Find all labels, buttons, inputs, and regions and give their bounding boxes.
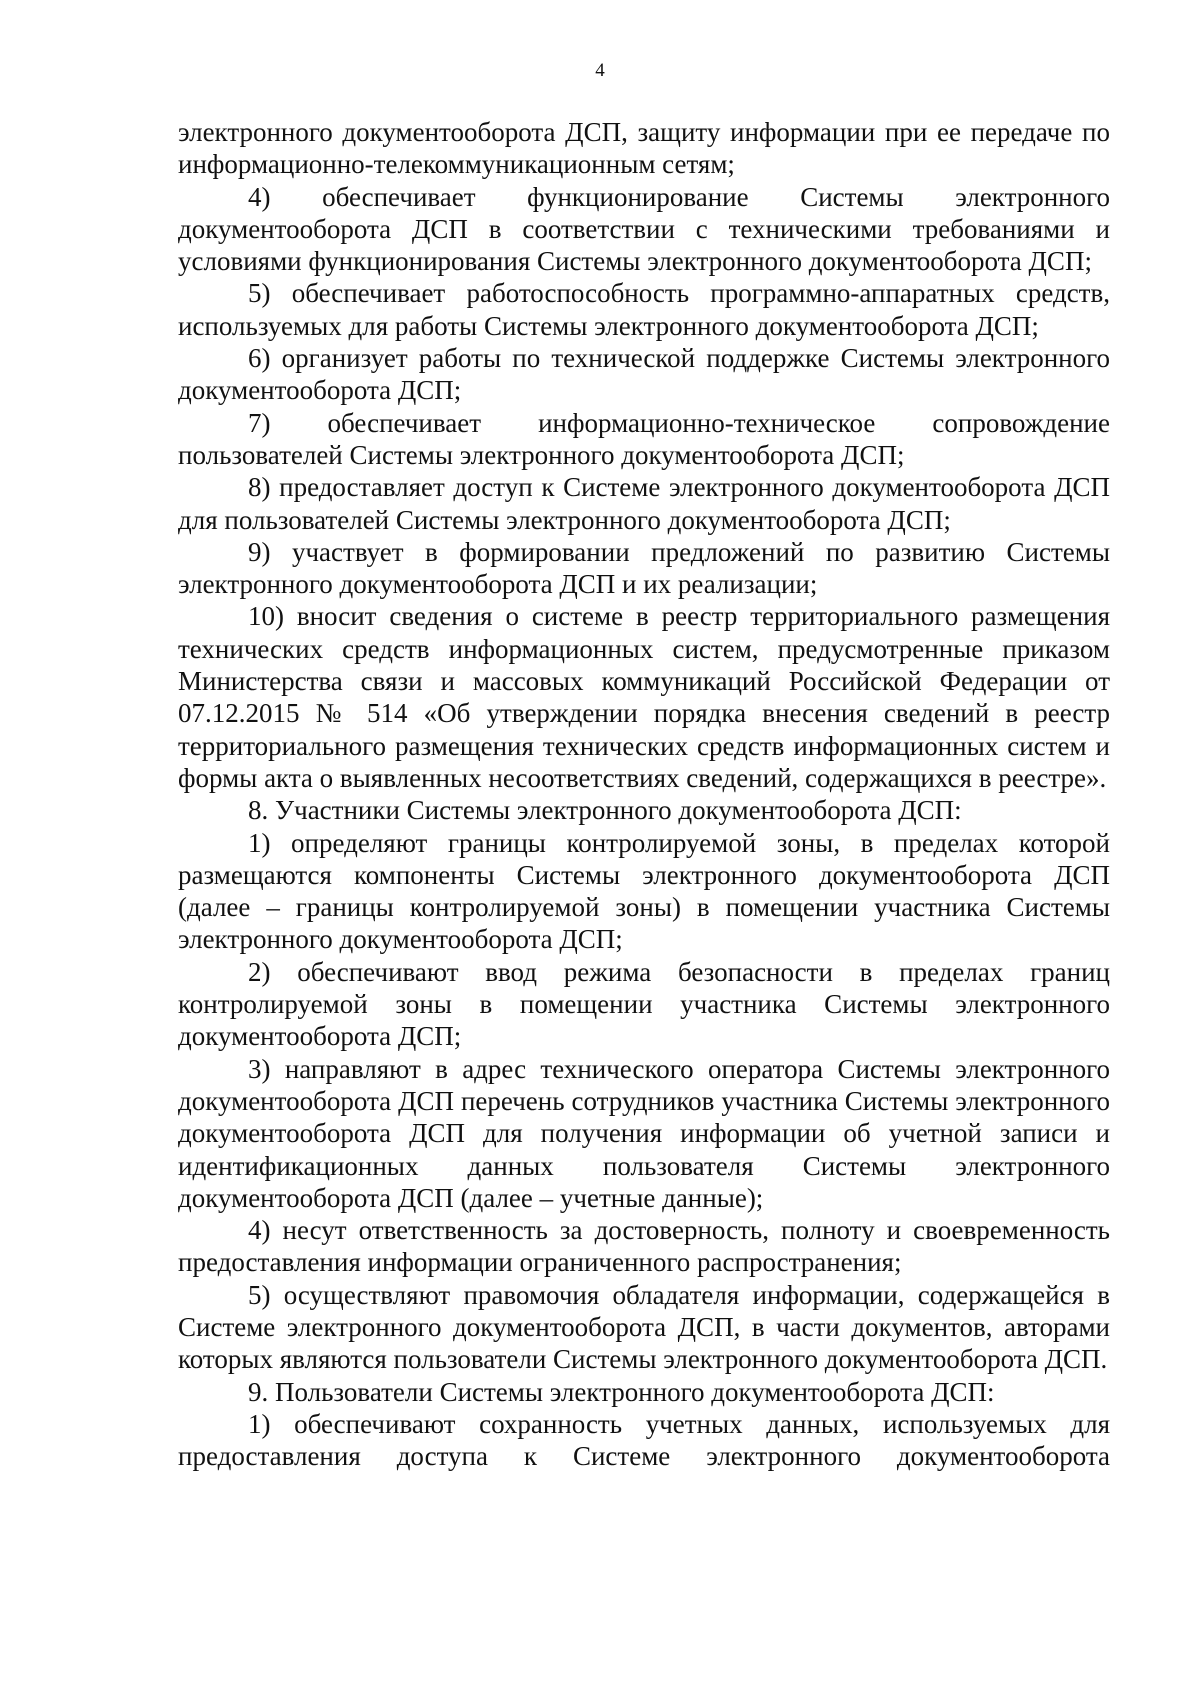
list-item-6: 6) организует работы по технической поддержке Системы электронного документооборота ДСП; (178, 343, 1110, 406)
section-8-item-4: 4) несут ответственность за достоверность, полноту и своевременность предоставления информации ограниченного распространения; (178, 1215, 1110, 1278)
list-item-9: 9) участвует в формировании предложений по развитию Системы электронного документооборота ДСП и их реализации; (178, 536, 1110, 600)
section-8-item-5: 5) осуществляют правомочия обладателя информации, содержащейся в Системе электронного документооборота ДСП, в части документов, авторами которых являются пользователи Системы электронного документооборота ДСП. (178, 1279, 1110, 1375)
list-item-8: 8) предоставляет доступ к Системе электронного документооборота ДСП для пользователей Системы электронного документооборота ДСП; (178, 472, 1110, 535)
section-8-item-1: 1) определяют границы контролируемой зоны, в пределах которой размещаются компоненты Системы электронного документооборота ДСП (далее – границы контролируемой зоны) в помещении участника Системы электронного документооборота ДСП; (178, 827, 1110, 955)
section-8-heading: 8. Участники Системы электронного документооборота ДСП: (248, 795, 962, 826)
paragraph-continuation: электронного документооборота ДСП, защиту информации при ее передаче по информационно-телекоммуникационным сетям; (178, 117, 1110, 180)
list-item-10: 10) вносит сведения о системе в реестр территориального размещения технических средств информационных систем, предусмотренные приказом Министерства связи и массовых коммуникаций Российской Федерации от 07.12.2015 № 514 «Об утверждении порядка внесения сведений в реестр территориального размещения технических средств информационных систем и формы акта о выявленных несоответствиях сведений, содержащихся в реестре». (178, 601, 1110, 793)
document-body (178, 116, 1110, 1472)
list-item-4: 4) обеспечивает функционирование Системы электронного документооборота ДСП в соответствии с техническими требованиями и условиями функционирования Системы электронного документооборота ДСП; (178, 181, 1110, 277)
section-8-item-2: 2) обеспечивают ввод режима безопасности в пределах границ контролируемой зоны в помещении участника Системы электронного документооборота ДСП; (178, 956, 1110, 1052)
section-9-item-1: 1) обеспечивают сохранность учетных данных, используемых для предоставления доступа к Системе электронного документооборота (178, 1408, 1110, 1472)
page-number: 4 (595, 60, 605, 81)
section-8-item-3: 3) направляют в адрес технического оператора Системы электронного документооборота ДСП перечень сотрудников участника Системы электронного документооборота ДСП для получения информации об учетной записи и идентификационных данных пользователя Системы электронного документооборота ДСП (далее – учетные данные); (178, 1053, 1110, 1213)
list-item-7: 7) обеспечивает информационно-техническое сопровождение пользователей Системы электронного документооборота ДСП; (178, 407, 1110, 470)
list-item-5: 5) обеспечивает работоспособность программно-аппаратных средств, используемых для работы Системы электронного документооборота ДСП; (178, 278, 1110, 341)
section-9-heading: 9. Пользователи Системы электронного документооборота ДСП: (248, 1376, 995, 1407)
